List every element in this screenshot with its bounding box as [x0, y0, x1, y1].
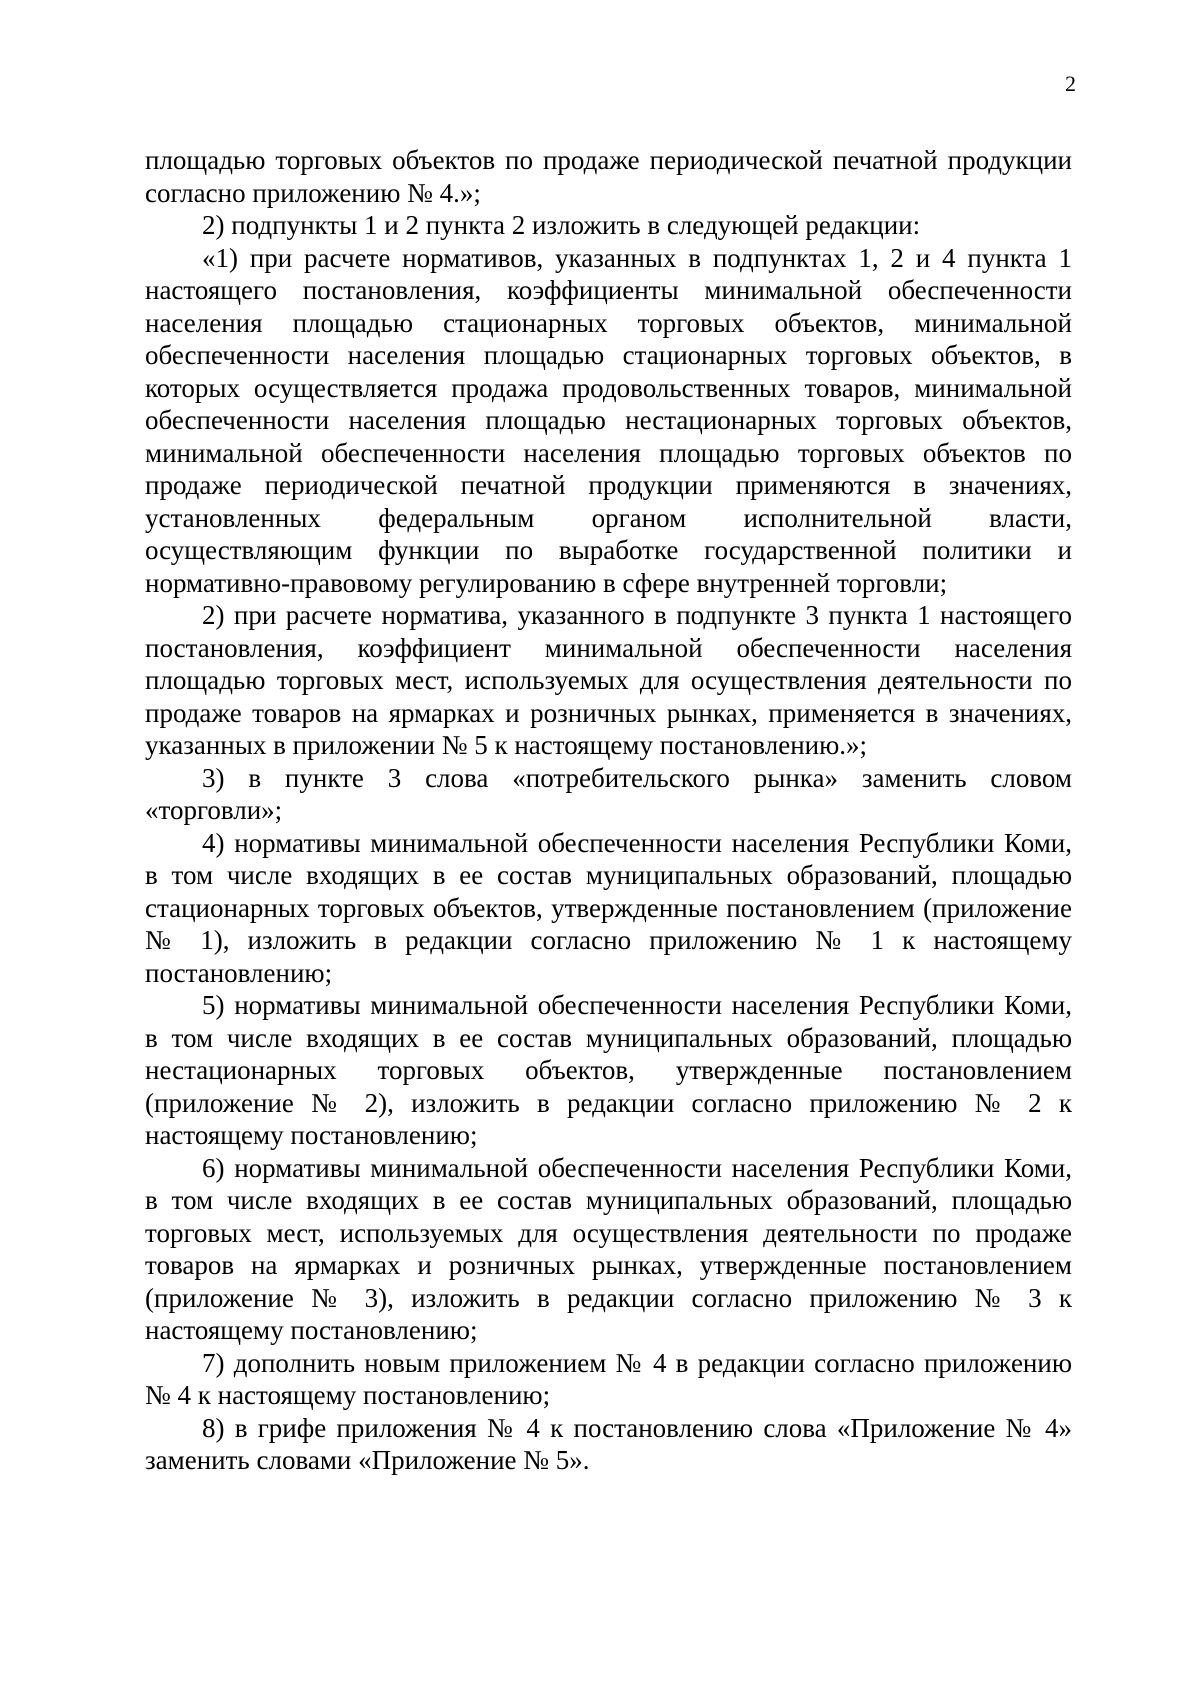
- paragraph-continuation: площадью торговых объектов по продаже периодической печатной продукции согласно приложению № 4.»;: [145, 145, 1072, 208]
- paragraph-item-8: 8) в грифе приложения № 4 к постановлению слова «Приложение № 4» заменить словами «Приложение № 5».: [145, 1412, 1072, 1475]
- paragraph-item-4: 4) нормативы минимальной обеспеченности населения Республики Коми, в том числе входящих в ее состав муниципальных образований, площадью стационарных торговых объектов, утвержденные постановлением (приложение № 1), изложить в редакции согласно приложению № 1 к настоящему постановлению;: [145, 827, 1072, 988]
- paragraph-item-2: 2) подпункты 1 и 2 пункта 2 изложить в следующей редакции:: [202, 210, 921, 240]
- paragraph-item-7: 7) дополнить новым приложением № 4 в редакции согласно приложению № 4 к настоящему постановлению;: [145, 1347, 1072, 1410]
- paragraph-item-2-sub-2: 2) при расчете норматива, указанного в подпункте 3 пункта 1 настоящего постановления, коэффициент минимальной обеспеченности населения площадью торговых мест, используемых для осуществления деятельности по продаже товаров на ярмарках и розничных рынках, применяется в значениях, указанных в приложении № 5 к настоящему постановлению.»;: [145, 600, 1072, 760]
- paragraph-item-2-sub-1: «1) при расчете нормативов, указанных в подпунктах 1, 2 и 4 пункта 1 настоящего постановления, коэффициенты минимальной обеспеченности населения площадью стационарных торговых объектов, минимальной обеспеченности населения площадью стационарных торговых объектов, в которых осуществляется продажа продовольственных товаров, минимальной обеспеченности населения площадью нестационарных торговых объектов, минимальной обеспеченности населения площадью торговых объектов по продаже периодической печатной продукции применяются в значениях, установленных федеральным органом исполнительной власти, осуществляющим функции по выработке государственной политики и нормативно-правовому регулированию в сфере внутренней торговли;: [145, 242, 1072, 598]
- paragraph-item-5: 5) нормативы минимальной обеспеченности населения Республики Коми, в том числе входящих в ее состав муниципальных образований, площадью нестационарных торговых объектов, утвержденные постановлением (приложение № 2), изложить в редакции согласно приложению № 2 к настоящему постановлению;: [145, 990, 1072, 1150]
- page-number: 2: [1065, 71, 1076, 96]
- paragraph-item-3: 3) в пункте 3 слова «потребительского рынка» заменить словом «торговли»;: [145, 762, 1072, 825]
- paragraph-item-6: 6) нормативы минимальной обеспеченности населения Республики Коми, в том числе входящих в ее состав муниципальных образований, площадью торговых мест, используемых для осуществления деятельности по продаже товаров на ярмарках и розничных рынках, утвержденные постановлением (приложение № 3), изложить в редакции согласно приложению № 3 к настоящему постановлению;: [145, 1152, 1072, 1345]
- document-body: [145, 144, 1072, 1477]
